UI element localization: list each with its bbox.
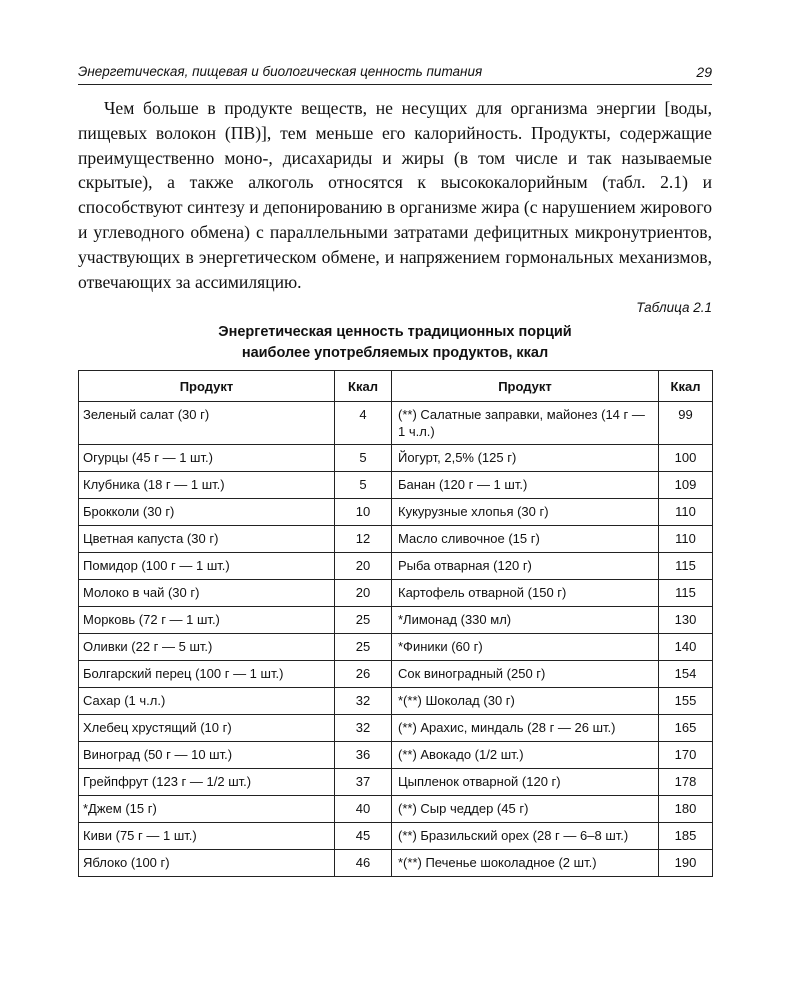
cell-kcal-right: 180 (659, 796, 713, 823)
table-row (79, 661, 713, 688)
cell-product-right: Масло сливочное (15 г) (392, 526, 659, 553)
cell-product-left: Морковь (72 г — 1 шт.) (79, 607, 335, 634)
cell-product-left: Сахар (1 ч.л.) (79, 688, 335, 715)
table-row (79, 526, 713, 553)
cell-kcal-left: 10 (335, 499, 392, 526)
table-body (79, 402, 713, 877)
cell-product-right: (**) Авокадо (1/2 шт.) (392, 742, 659, 769)
cell-product-left: Огурцы (45 г — 1 шт.) (79, 445, 335, 472)
cell-product-right: *(**) Печенье шоколадное (2 шт.) (392, 850, 659, 877)
cell-product-right: Банан (120 г — 1 шт.) (392, 472, 659, 499)
cell-kcal-left: 5 (335, 445, 392, 472)
cell-product-right: Сок виноградный (250 г) (392, 661, 659, 688)
table-row (79, 688, 713, 715)
cell-product-right: *Лимонад (330 мл) (392, 607, 659, 634)
cell-kcal-right: 99 (659, 402, 713, 445)
table-row (79, 796, 713, 823)
table-row (79, 402, 713, 445)
cell-kcal-right: 185 (659, 823, 713, 850)
cell-kcal-right: 165 (659, 715, 713, 742)
cell-kcal-left: 32 (335, 688, 392, 715)
table-row (79, 472, 713, 499)
cell-product-right: (**) Сыр чеддер (45 г) (392, 796, 659, 823)
table-label: Таблица 2.1 (636, 300, 712, 315)
table-row (79, 715, 713, 742)
cell-kcal-right: 100 (659, 445, 713, 472)
cell-kcal-right: 115 (659, 580, 713, 607)
calorie-table (78, 370, 713, 877)
cell-kcal-left: 32 (335, 715, 392, 742)
page-number: 29 (696, 64, 712, 80)
cell-kcal-left: 37 (335, 769, 392, 796)
cell-kcal-left: 36 (335, 742, 392, 769)
table-title-line-1: Энергетическая ценность традиционных порций (218, 324, 572, 340)
cell-kcal-right: 115 (659, 553, 713, 580)
cell-product-right: Йогурт, 2,5% (125 г) (392, 445, 659, 472)
cell-product-left: Молоко в чай (30 г) (79, 580, 335, 607)
header-kcal-2: Ккал (659, 371, 713, 402)
table-row (79, 823, 713, 850)
cell-kcal-left: 5 (335, 472, 392, 499)
cell-product-right: (**) Арахис, миндаль (28 г — 26 шт.) (392, 715, 659, 742)
cell-kcal-left: 4 (335, 402, 392, 445)
cell-product-left: *Джем (15 г) (79, 796, 335, 823)
cell-kcal-left: 25 (335, 607, 392, 634)
cell-kcal-right: 110 (659, 526, 713, 553)
cell-kcal-left: 26 (335, 661, 392, 688)
cell-kcal-right: 109 (659, 472, 713, 499)
table-row (79, 850, 713, 877)
cell-kcal-right: 110 (659, 499, 713, 526)
cell-kcal-right: 190 (659, 850, 713, 877)
cell-product-left: Брокколи (30 г) (79, 499, 335, 526)
cell-kcal-left: 25 (335, 634, 392, 661)
cell-product-left: Яблоко (100 г) (79, 850, 335, 877)
cell-product-right: Картофель отварной (150 г) (392, 580, 659, 607)
table-title (78, 322, 712, 364)
cell-product-left: Цветная капуста (30 г) (79, 526, 335, 553)
cell-kcal-left: 40 (335, 796, 392, 823)
cell-kcal-left: 12 (335, 526, 392, 553)
cell-product-left: Виноград (50 г — 10 шт.) (79, 742, 335, 769)
cell-kcal-left: 20 (335, 553, 392, 580)
cell-product-right: Цыпленок отварной (120 г) (392, 769, 659, 796)
running-title: Энергетическая, пищевая и биологическая ценность питания (78, 64, 483, 79)
cell-product-right: *(**) Шоколад (30 г) (392, 688, 659, 715)
cell-product-left: Хлебец хрустящий (10 г) (79, 715, 335, 742)
cell-kcal-right: 170 (659, 742, 713, 769)
cell-product-right: (**) Салатные заправки, майонез (14 г — 1 ч.л.) (392, 402, 659, 445)
cell-product-left: Помидор (100 г — 1 шт.) (79, 553, 335, 580)
table-row (79, 580, 713, 607)
cell-product-right: (**) Бразильский орех (28 г — 6–8 шт.) (392, 823, 659, 850)
cell-kcal-right: 140 (659, 634, 713, 661)
cell-kcal-left: 46 (335, 850, 392, 877)
cell-product-left: Клубника (18 г — 1 шт.) (79, 472, 335, 499)
table-title-line-2: наиболее употребляемых продуктов, ккал (241, 345, 549, 361)
cell-kcal-left: 20 (335, 580, 392, 607)
cell-kcal-right: 178 (659, 769, 713, 796)
cell-product-left: Грейпфрут (123 г — 1/2 шт.) (79, 769, 335, 796)
table-row (79, 769, 713, 796)
header-kcal-1: Ккал (335, 371, 392, 402)
header-product-2: Продукт (392, 371, 659, 402)
cell-kcal-left: 45 (335, 823, 392, 850)
table-row (79, 499, 713, 526)
table-row (79, 607, 713, 634)
cell-product-left: Зеленый салат (30 г) (79, 402, 335, 445)
cell-product-left: Оливки (22 г — 5 шт.) (79, 634, 335, 661)
table-header-row (79, 371, 713, 402)
cell-product-right: Кукурузные хлопья (30 г) (392, 499, 659, 526)
table-row (79, 634, 713, 661)
cell-kcal-right: 155 (659, 688, 713, 715)
table-row (79, 742, 713, 769)
cell-product-left: Киви (75 г — 1 шт.) (79, 823, 335, 850)
table-row (79, 445, 713, 472)
cell-product-right: *Финики (60 г) (392, 634, 659, 661)
cell-kcal-right: 130 (659, 607, 713, 634)
body-paragraph: Чем больше в продукте веществ, не несущих для организма энергии [воды, пищевых волокон (ПВ)], тем меньше его калорийность. Продукты, содержащие преимущественно моно-, дисахариды и жиры (в том числе и так называемые скрытые), а также алкоголь относятся к высококалорийным (табл. 2.1) и способствуют синтезу и депонированию в организме жира (с нарушением жирового и углеводного обмена) с параллельными затратами дефицитных микронутриентов, участвующих в энергетическом обмене, и напряжением гормональных механизмов, отвечающих за ассимиляцию. (78, 98, 712, 292)
header-product-1: Продукт (79, 371, 335, 402)
cell-kcal-right: 154 (659, 661, 713, 688)
running-header (78, 62, 712, 85)
table-row (79, 553, 713, 580)
cell-product-right: Рыба отварная (120 г) (392, 553, 659, 580)
cell-product-left: Болгарский перец (100 г — 1 шт.) (79, 661, 335, 688)
